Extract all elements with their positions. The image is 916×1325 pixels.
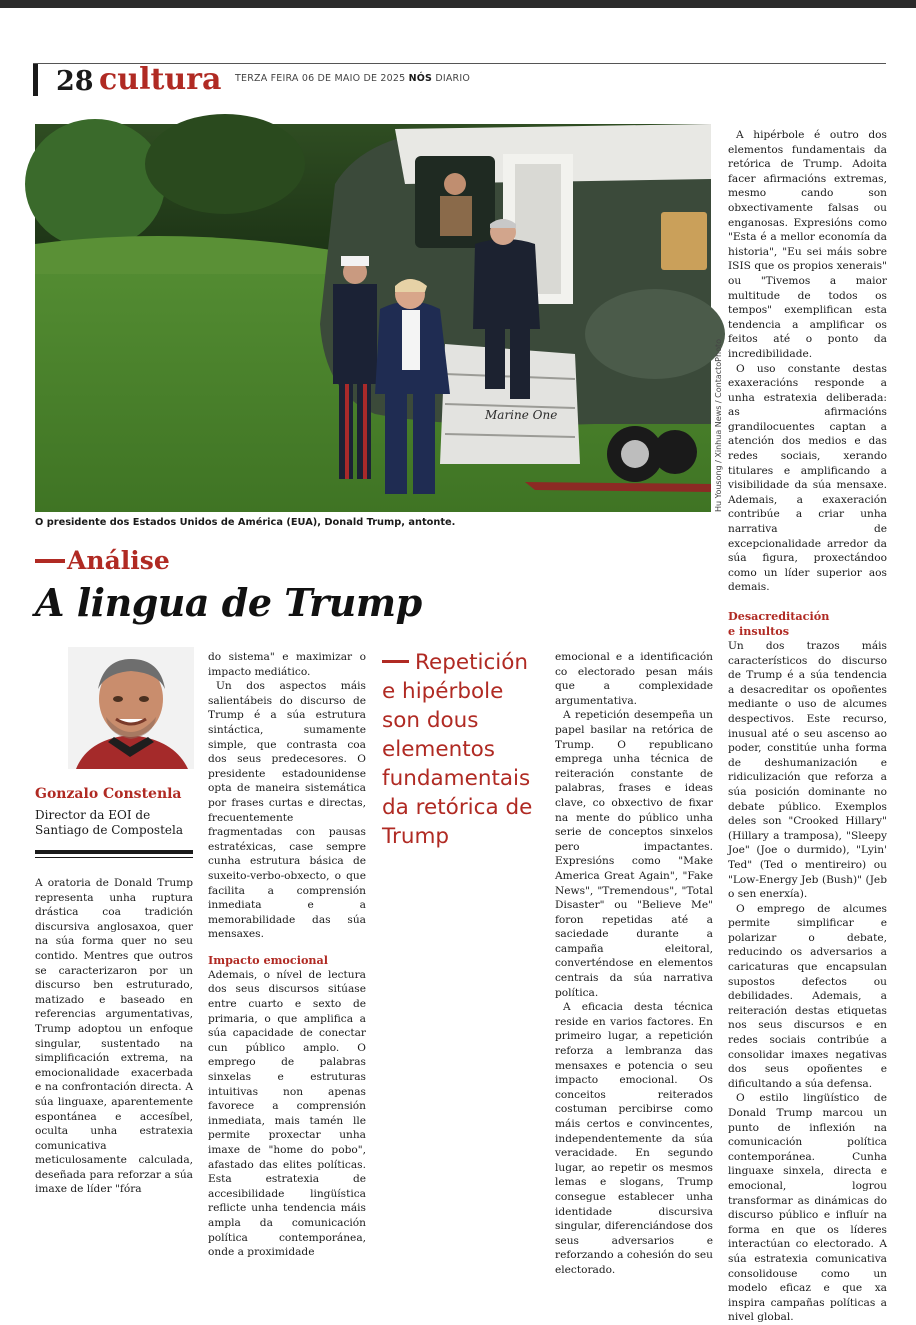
issue-date: TERZA FEIRA 06 DE MAIO DE 2025: [235, 73, 406, 84]
body-column-2: [208, 650, 366, 1260]
body-column-1: [35, 876, 193, 1197]
paragraph: O estilo lingüístico de Donald Trump marcou un punto de inflexión na comunicación política contemporánea. Cunha linguaxe sinxela, directa e emocional, logrou transformar as dinámicas do discurso público e influír na forma en que os líderes interactúan co electorado. A súa estratexia comunicativa consolidouse como un modelo eficaz e que xa inspira campañas políticas a nivel global.: [728, 1092, 887, 1324]
paragraph: A repetición desempeña un papel basilar na retórica de Trump. O republicano emprega unha técnica de reiteración constante de palabras, frases e ideas clave, co obxectivo de fixar na mente do público unha serie de conceptos sinxelos pero impactantes. Expresións como "Make America Great Again", "Fake News", "Tremendous", "Total Disaster" ou "Believe Me" foron repetidas até a saciedade durante a campaña eleitoral, converténdose en elementos centrais da súa narrativa política.: [555, 709, 713, 999]
top-border: [0, 0, 916, 8]
paragraph: do sistema" e maximizar o impacto mediático.: [208, 651, 366, 678]
photo-illustration: [35, 124, 711, 512]
section-name: cultura: [99, 62, 222, 97]
paragraph: A hipérbole é outro dos elementos fundamentais da retórica de Trump. Adoita facer afirmacións extremas, mesmo cando son obxectivamente falsas ou enganosas. Expresións como "Esta é a mellor economía da historia", "Eu sei máis sobre ISIS que os propios xenerais" ou "Tivemos a maior multitude de todos os tempos" exemplifican esta tendencia a amplificar os feitos até o ponto da incredibilidade.: [728, 129, 887, 360]
header-bar: [33, 64, 38, 96]
subhead-discrediting: Desacreditación e insultos: [728, 609, 830, 638]
paragraph: A eficacia desta técnica reside en varios factores. En primeiro lugar, a repetición reforza a lembranza das mensaxes e potencia o seu impacto emocional. Os conceitos reiterados costuman percibirse como máis certos e convincentes, independentemente da súa veracidade. En segundo lugar, ao repetir os mesmos lemas e slogans, Trump consegue establecer unha identidade discursiva singular, diferenciándose dos seus adversarios e reforzando a cohesión do seu electorado.: [555, 1001, 713, 1276]
photo-caption: O presidente dos Estados Unidos de América (EUA), Donald Trump, antonte.: [35, 517, 456, 528]
kicker-text: Análise: [67, 546, 170, 575]
author-rule-thick: [35, 850, 193, 854]
helicopter-lettering: Marine One: [485, 408, 558, 422]
article-kicker: [35, 545, 170, 577]
paragraph: A oratoria de Donald Trump representa unha ruptura drástica coa tradición discursiva anglosaxoa, quer na súa forma quer no seu contido. Mentres que outros se caracterizaron por un discurso ben estruturado, matizado e baseado en referencias argumentativas, Trump adoptou un enfoque singular, sustentado na simplificación extrema, na emocionalidade exacerbada e na confrontación directa. A súa linguaxe, aparentemente espontánea e accesíbel, oculta unha estratexia comunicativa meticulosamente calculada, deseñada para reforzar a súa imaxe de líder "fóra: [35, 877, 193, 1196]
paragraph: Un dos trazos máis característicos do discurso de Trump é a súa tendencia a desacreditar os opoñentes mediante o uso de alcumes despectivos. Este recurso, inusual até o seu ascenso ao poder, constitúe unha forma de deshumanización e ridiculización que reforza a súa posición dominante no debate público. Exemplos deles son "Crooked Hillary" (Hillary a tramposa), "Sleepy Joe" (Joe o durmido), "Lyin' Ted" (Ted o mentireiro) ou "Low-Energy Jeb (Bush)" (Jeb o sen enerxía).: [728, 640, 887, 901]
author-role: Director da EOI de Santiago de Compostela: [35, 808, 184, 837]
pull-quote-text: Repetición e hipérbole son dous elementos fundamentais da retórica de Trump: [382, 650, 533, 849]
news-photo: [35, 124, 711, 512]
photo-credit: Hu Yousong / Xinhua News / ContactoPhoto: [714, 338, 723, 512]
page-number: 28: [56, 66, 94, 97]
paragraph: Un dos aspectos máis salientábeis do discurso de Trump é a súa estrutura sintáctica, sumamente simple, que contrasta coa dos seus predecesores. O presidente estadounidense opta de maneira sistemática por frases curtas e directas, frecuentemente fragmentadas con pausas estratéxicas, case sempre cunha estrutura básica de suxeito-verbo-obxecto, o que facilita a comprensión inmediata e a memorabilidade das súa mensaxes.: [208, 680, 366, 941]
kicker-dash: [35, 559, 65, 563]
body-column-3: [555, 650, 713, 1278]
pull-quote: [382, 648, 542, 851]
author-name: Gonzalo Constenla: [35, 786, 182, 802]
author-photo: [68, 647, 194, 769]
publication-suffix: DIARIO: [435, 73, 471, 84]
issue-date-line: [235, 73, 470, 84]
paragraph: emocional e a identificación co electorado pesan máis que a complexidade argumentativa.: [555, 651, 713, 707]
paragraph: Ademais, o nível de lectura dos seus discursos sitúase entre cuarto e sexto de primaria, o que amplifica a súa capacidade de conectar cun público amplo. O emprego de palabras sinxelas e estruturas intuitivas non apenas favorece a comprensión inmediata, mais tamén lle permite proxectar unha imaxe de "home do pobo", afastado das elites políticas. Esta estratexia de accesibilidade lingüística reflicte unha tendencia máis ampla da comunicación política contemporánea, onde a proximidade: [208, 968, 366, 1259]
publication-name: NÓS: [408, 73, 433, 84]
paragraph: O uso constante destas exaxeracións responde a unha estratexia deliberada: as afirmacións grandilocuentes captan a atención dos medios e das redes sociais, xerando titulares e amplificando a visibilidade da súa mensaxe. Ademais, a exaxeración contribúe a criar unha narrativa de excepcionalidade arredor da súa figura, proxectándoo como un líder superior aos demais.: [728, 362, 887, 594]
author-rule-thin: [35, 857, 193, 858]
article-title: A lingua de Trump: [35, 580, 422, 625]
subhead-emotional-impact: Impacto emocional: [208, 952, 329, 967]
pull-quote-dash: [382, 660, 409, 663]
body-column-4: [728, 128, 887, 1325]
author-portrait: [68, 647, 194, 769]
paragraph: O emprego de alcumes permite simplificar e polarizar o debate, reducindo os adversarios a caricaturas que encapsulan supostos defectos ou debilidades. Ademais, a reiteración destas etiquetas nos seus discursos e en redes sociais contribúe a consolidar imaxes negativas dos seus opoñentes e dificultando a súa defensa.: [728, 902, 887, 1090]
